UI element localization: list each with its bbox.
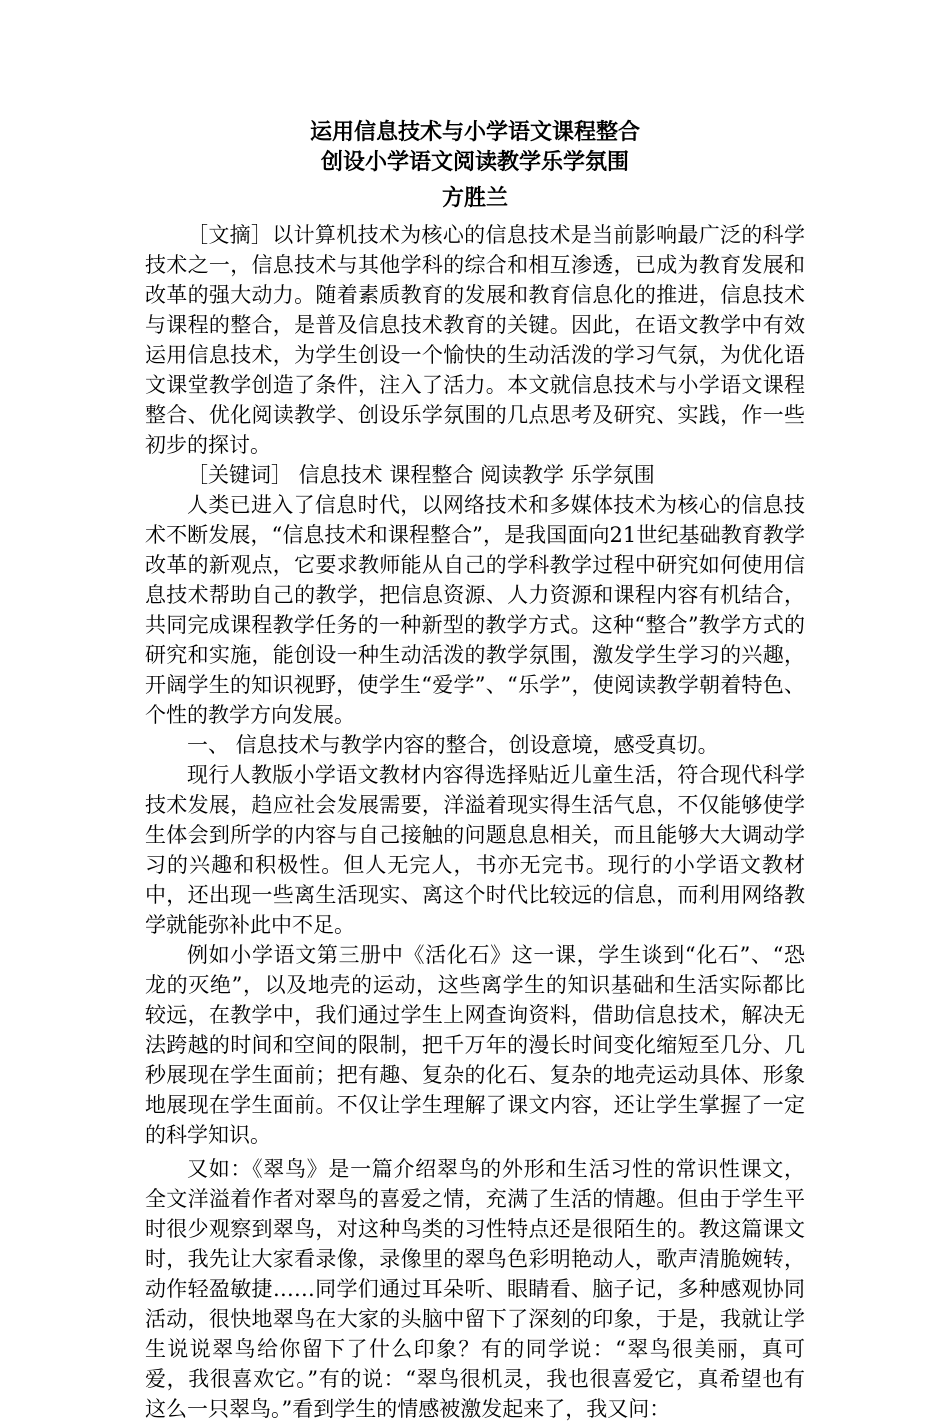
section-heading-1: 一、 信息技术与教学内容的整合，创设意境，感受真切。	[187, 733, 719, 757]
document-title-line-1: 运用信息技术与小学语文课程整合	[309, 120, 640, 145]
intro-paragraph: 人类已进入了信息时代，以网络技术和多媒体技术为核心的信息技术不断发展，“信息技术和课程整合”，是我国面向21世纪基础教育教学改革的新观点，它要求教师能从自己的学科教学过程中研究如何使用信息技术帮助自己的教学，把信息资源、人力资源和课程内容有机结合，共同完成课程教学任务的一种新型的教学方式。这种“整合”教学方式的研究和实施，能创设一种生动活泼的教学氛围，激发学生学习的兴趣，开阔学生的知识视野，使学生“爱学”、“乐学”，使阅读教学朝着特色、个性的教学方向发展。	[145, 493, 805, 727]
abstract-paragraph: ［文摘］以计算机技术为核心的信息技术是当前影响最广泛的科学技术之一，信息技术与其他学科的综合和相互渗透，已成为教育发展和改革的强大动力。随着素质教育的发展和教育信息化的推进，信息技术与课程的整合，是普及信息技术教育的关键。因此，在语文教学中有效运用信息技术，为学生创设一个愉快的生动活泼的学习气氛，为优化语文课堂教学创造了条件，注入了活力。本文就信息技术与小学语文课程整合、优化阅读教学、创设乐学氛围的几点思考及研究、实践，作一些初步的探讨。	[145, 223, 805, 457]
keywords-paragraph: ［关键词］ 信息技术 课程整合 阅读教学 乐学氛围	[187, 463, 655, 487]
body-paragraph-textbook: 现行人教版小学语文教材内容得选择贴近儿童生活，符合现代科学技术发展，趋应社会发展需要，洋溢着现实得生活气息，不仅能够使学生体会到所学的内容与自己接触的问题息息相关，而且能够大大调动学习的兴趣和积极性。但人无完人，书亦无完书。现行的小学语文教材中，还出现一些离生活现实、离这个时代比较远的信息，而利用网络教学就能弥补此中不足。	[145, 763, 805, 937]
body-paragraph-example-kingfisher: 又如：《翠鸟》是一篇介绍翠鸟的外形和生活习性的常识性课文，全文洋溢着作者对翠鸟的喜爱之情，充满了生活的情趣。但由于学生平时很少观察到翠鸟，对这种鸟类的习性特点还是很陌生的。教这篇课文时，我先让大家看录像，录像里的翠鸟色彩明艳动人，歌声清脆婉转，动作轻盈敏捷……同学们通过耳朵听、眼睛看、脑子记，多种感观协同活动，很快地翠鸟在大家的头脑中留下了深刻的印象，于是，我就让学生说说翠鸟给你留下了什么印象？有的同学说：“翠鸟很美丽，真可爱，我很喜欢它。”有的说：“翠鸟很机灵，我也很喜爱它，真希望也有这么一只翠鸟。”看到学生的情感被激发起来了，我又问：	[145, 1157, 805, 1421]
document-body	[145, 118, 805, 1424]
document-author: 方胜兰	[441, 186, 508, 211]
body-paragraph-example-fossil: 例如小学语文第三册中《活化石》这一课，学生谈到“化石”、“恐龙的灭绝”，以及地壳的运动，这些离学生的知识基础和生活实际都比较远，在教学中，我们通过学生上网查询资料，借助信息技术，解决无法跨越的时间和空间的限制，把千万年的漫长时间变化缩短至几分、几秒展现在学生面前；把有趣、复杂的化石、复杂的地壳运动具体、形象地展现在学生面前。不仅让学生理解了课文内容，还让学生掌握了一定的科学知识。	[145, 943, 805, 1147]
document-title-line-2: 创设小学语文阅读教学乐学氛围	[320, 150, 629, 175]
